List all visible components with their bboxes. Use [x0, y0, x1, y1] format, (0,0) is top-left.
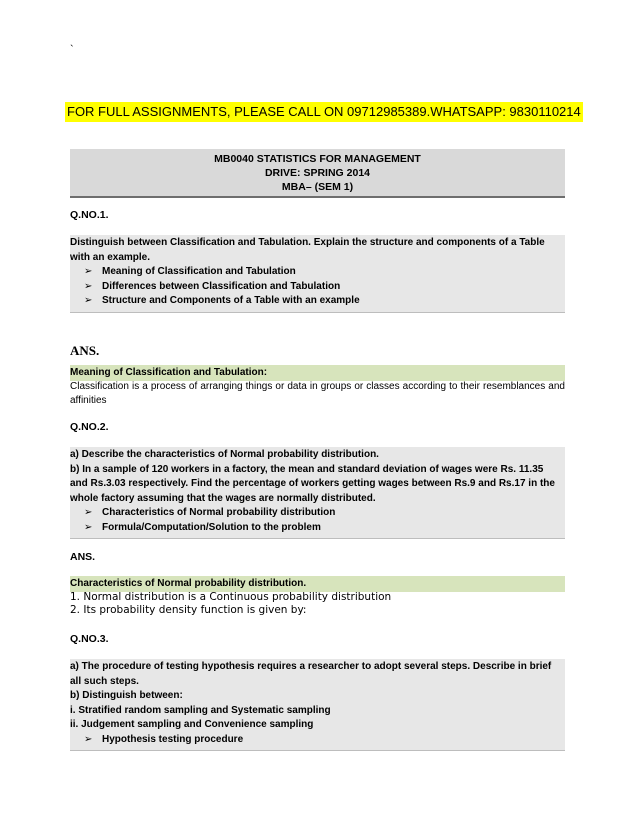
bullet-item	[70, 294, 565, 309]
arrow-bullet-icon: ➢	[84, 295, 93, 306]
bullet-text: Characteristics of Normal probability distribution	[102, 507, 336, 518]
drive-label: DRIVE: SPRING 2014	[264, 167, 371, 179]
question-text-line: all such steps.	[70, 675, 139, 687]
question-text-line: b) Distinguish between:	[70, 690, 183, 701]
bullet-text: Meaning of Classification and Tabulation	[102, 266, 296, 277]
question-text-line: ii. Judgement sampling and Convenience sampling	[70, 719, 314, 730]
question-3-label: Q.NO.3.	[70, 633, 109, 645]
stray-mark: `	[70, 44, 74, 56]
question-text-line: whole factory assuming that the wages are normally distributed.	[70, 492, 376, 504]
answer-2-label: ANS.	[70, 551, 96, 563]
answer-2-heading: Characteristics of Normal probability distribution.	[70, 576, 565, 592]
course-header	[70, 149, 565, 198]
question-3-box	[70, 659, 565, 751]
arrow-bullet-icon: ➢	[84, 266, 93, 277]
arrow-bullet-icon: ➢	[84, 733, 93, 745]
semester-label: MBA– (SEM 1)	[281, 181, 354, 193]
question-text-line: b) In a sample of 120 workers in a factory, the mean and standard deviation of wages were Rs. 11.35	[70, 463, 544, 475]
question-text-line: i. Stratified random sampling and Systematic sampling	[70, 704, 331, 716]
question-text-line: and Rs.3.03 respectively. Find the percentage of workers getting wages between Rs.9 and Rs.17 in the	[70, 478, 555, 489]
bullet-text: Hypothesis testing procedure	[102, 733, 244, 745]
question-text-line: with an example.	[70, 251, 151, 263]
bullet-text: Structure and Components of a Table with an example	[102, 295, 360, 306]
question-text-line: a) Describe the characteristics of Normal probability distribution.	[70, 449, 379, 460]
question-text-line: a) The procedure of testing hypothesis requires a researcher to adopt several steps. Describe in brief	[70, 661, 552, 672]
contact-banner: FOR FULL ASSIGNMENTS, PLEASE CALL ON 09712985389.WHATSAPP: 9830110214	[65, 102, 583, 122]
question-1-box	[70, 235, 565, 313]
answer-1-label: ANS.	[70, 343, 100, 358]
arrow-bullet-icon: ➢	[84, 280, 93, 292]
bullet-item	[70, 733, 565, 748]
answer-1-heading: Meaning of Classification and Tabulation:	[70, 365, 565, 381]
question-2-label: Q.NO.2.	[70, 421, 109, 433]
bullet-item	[70, 265, 565, 280]
bullet-text: Formula/Computation/Solution to the problem	[102, 521, 321, 533]
bullet-item	[70, 506, 565, 521]
course-title: MB0040 STATISTICS FOR MANAGEMENT	[214, 153, 421, 165]
bullet-item	[70, 521, 565, 536]
arrow-bullet-icon: ➢	[84, 507, 93, 518]
arrow-bullet-icon: ➢	[84, 521, 93, 533]
question-text-line: Distinguish between Classification and Tabulation. Explain the structure and components of a Table	[70, 237, 545, 248]
answer-2-text	[70, 591, 565, 617]
bullet-text: Differences between Classification and Tabulation	[102, 280, 341, 292]
answer-line: 2. Its probability density function is given by:	[70, 604, 307, 616]
answer-1-text: Classification is a process of arranging things or data in groups or classes according to their resemblances and affinities	[70, 381, 565, 406]
question-1-label: Q.NO.1.	[70, 209, 109, 221]
answer-line: 1. Normal distribution is a Continuous probability distribution	[70, 591, 392, 603]
bullet-item	[70, 280, 565, 295]
question-2-box	[70, 447, 565, 539]
